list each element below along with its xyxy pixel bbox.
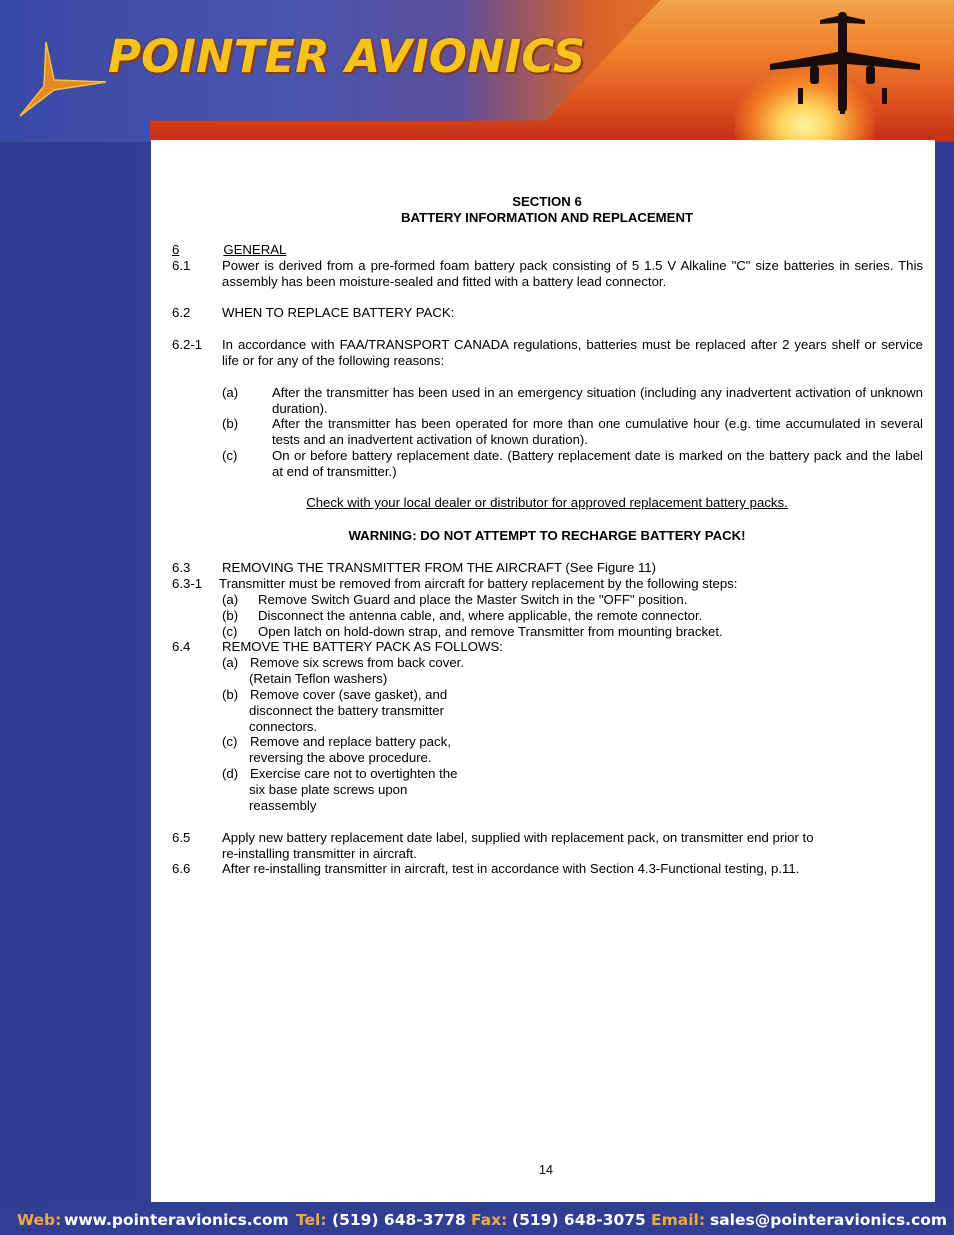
para-6-3-number: 6.3 xyxy=(172,560,191,575)
footer-email-link[interactable]: sales@pointeravionics.com xyxy=(710,1211,948,1229)
step-text: reassembly xyxy=(249,798,317,813)
step-text: disconnect the battery transmitter xyxy=(249,703,444,718)
footer-contact-bar xyxy=(0,1202,954,1235)
para-6-2-1-text: In accordance with FAA/TRANSPORT CANADA regulations, batteries must be replaced after 2 years shelf or service life or for any of the following reasons: xyxy=(222,337,923,368)
step-text: Open latch on hold-down strap, and remove Transmitter from mounting bracket. xyxy=(258,624,723,639)
step-text: connectors. xyxy=(249,719,318,734)
para-6-6-number: 6.6 xyxy=(172,861,191,876)
step-text: (Retain Teflon washers) xyxy=(249,671,388,686)
para-6-2-text: WHEN TO REPLACE BATTERY PACK: xyxy=(222,305,455,320)
dealer-notice: Check with your local dealer or distributor for approved replacement battery packs. xyxy=(306,495,788,510)
warning-text: WARNING: DO NOT ATTEMPT TO RECHARGE BATTERY PACK! xyxy=(348,528,746,543)
step-label: (b) xyxy=(222,687,239,702)
para-6-3-1-text: Transmitter must be removed from aircraft for battery replacement by the following steps: xyxy=(219,576,738,591)
page-number: 14 xyxy=(539,1163,553,1177)
para-6-4-text: REMOVE THE BATTERY PACK AS FOLLOWS: xyxy=(222,639,503,654)
footer-tel: (519) 648-3778 xyxy=(332,1211,466,1229)
section-title: BATTERY INFORMATION AND REPLACEMENT xyxy=(400,210,694,225)
para-6-5-line-1: Apply new battery replacement date label, supplied with replacement pack, on transmitter end prior to xyxy=(222,830,814,845)
footer-web-label: Web: xyxy=(17,1211,62,1229)
section-number: SECTION 6 xyxy=(512,194,582,209)
step-text: Remove six screws from back cover. xyxy=(250,655,464,670)
logo-swoosh-icon xyxy=(18,40,108,120)
general-label: GENERAL xyxy=(223,242,287,257)
step-label: (c) xyxy=(222,734,238,749)
list-item-label: (c) xyxy=(222,448,238,463)
step-label: (d) xyxy=(222,766,239,781)
general-heading xyxy=(172,242,287,258)
footer-tel-label: Tel: xyxy=(296,1211,327,1229)
footer-fax-label: Fax: xyxy=(471,1211,508,1229)
para-6-1-text: Power is derived from a pre-formed foam battery pack consisting of 5 1.5 V Alkaline "C" size batteries in series. This assembly has been moisture-sealed and fitted with a battery lead connector. xyxy=(222,258,923,289)
step-label: (a) xyxy=(222,655,239,670)
para-6-3-1-number: 6.3-1 xyxy=(172,576,203,591)
para-6-6-text: After re-installing transmitter in aircraft, test in accordance with Section 4.3-Functional testing, p.11. xyxy=(222,861,800,876)
list-item-text: After the transmitter has been used in an emergency situation (including any inadvertent activation of unknown duration). xyxy=(272,385,923,416)
step-label: (b) xyxy=(222,608,239,623)
para-6-2-1-number: 6.2-1 xyxy=(172,337,203,352)
step-text: Exercise care not to overtighten the xyxy=(250,766,458,781)
para-6-5-line-2: re-installing transmitter in aircraft. xyxy=(222,846,417,861)
list-item-label: (b) xyxy=(222,416,239,431)
footer-web-link[interactable]: www.pointeravionics.com xyxy=(64,1211,289,1229)
general-number: 6 xyxy=(172,242,180,257)
list-item-text: On or before battery replacement date. (Battery replacement date is marked on the battery pack and the label at end of transmitter.) xyxy=(272,448,923,479)
para-6-2-number: 6.2 xyxy=(172,305,191,320)
para-6-4-number: 6.4 xyxy=(172,639,191,654)
brand-logo: POINTER AVIONICS xyxy=(108,30,586,83)
step-text: Remove Switch Guard and place the Master Switch in the "OFF" position. xyxy=(258,592,688,607)
list-item-text: After the transmitter has been operated for more than one cumulative hour (e.g. time accumulated in several tests and an inadvertent activation of known duration). xyxy=(272,416,923,447)
para-6-3-text: REMOVING THE TRANSMITTER FROM THE AIRCRAFT (See Figure 11) xyxy=(222,560,657,575)
para-6-5-number: 6.5 xyxy=(172,830,191,845)
footer-fax: (519) 648-3075 xyxy=(512,1211,646,1229)
list-item-label: (a) xyxy=(222,385,239,400)
header-banner xyxy=(0,0,954,142)
step-text: Disconnect the antenna cable, and, where applicable, the remote connector. xyxy=(258,608,703,623)
step-label: (a) xyxy=(222,592,239,607)
step-text: reversing the above procedure. xyxy=(249,750,432,765)
step-text: Remove cover (save gasket), and xyxy=(250,687,448,702)
step-text: six base plate screws upon xyxy=(249,782,408,797)
para-6-1-number: 6.1 xyxy=(172,258,191,273)
step-label: (c) xyxy=(222,624,238,639)
step-text: Remove and replace battery pack, xyxy=(250,734,451,749)
airplane-icon xyxy=(770,8,920,118)
footer-email-label: Email: xyxy=(651,1211,706,1229)
